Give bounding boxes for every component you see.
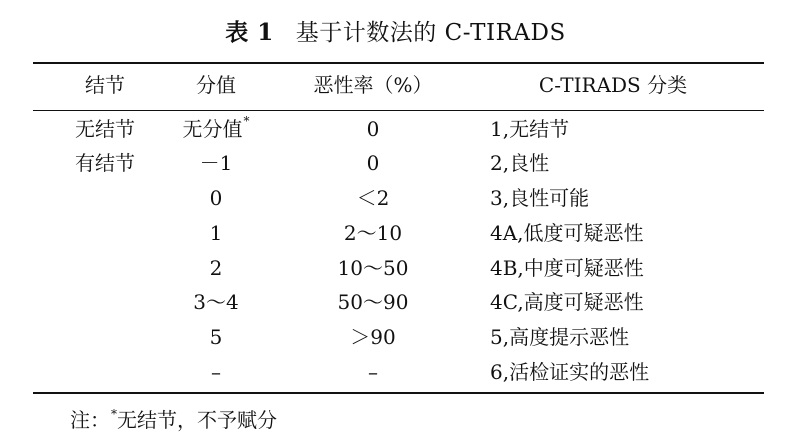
- cell-score: –: [211, 360, 221, 384]
- table-caption: [0, 18, 791, 48]
- cell-category: 4A,低度可疑恶性: [490, 221, 644, 245]
- footnote-prefix: 注：: [70, 408, 110, 432]
- table-footnote: [70, 405, 277, 435]
- table-row: [0, 181, 791, 215]
- cell-score: 3～4: [193, 290, 239, 314]
- cell-malignancy: 0: [366, 151, 380, 175]
- cell-score: －1: [199, 151, 233, 175]
- bottom-rule: [33, 392, 764, 394]
- cell-nodule: 有结节: [75, 151, 135, 175]
- cell-score: 0: [209, 186, 223, 210]
- score-value: 无分值: [182, 117, 243, 141]
- cell-malignancy: 50～90: [337, 290, 409, 314]
- cell-category: 6,活检证实的恶性: [490, 360, 650, 384]
- footnote-text: 无结节，不予赋分: [117, 408, 277, 432]
- footnote-mark: *: [111, 407, 117, 421]
- table-row: [0, 285, 791, 319]
- header-nodule: 结节: [85, 73, 125, 97]
- cell-malignancy: ＞90: [350, 325, 396, 349]
- header-score: 分值: [196, 73, 236, 97]
- footnote-mark: *: [243, 114, 250, 128]
- table-row: [0, 320, 791, 354]
- header-category: C-TIRADS 分类: [538, 73, 688, 97]
- cell-score: 1: [209, 221, 223, 245]
- table-row: [0, 146, 791, 180]
- cell-malignancy: 0: [366, 117, 380, 141]
- table-row: [0, 251, 791, 285]
- table-header-row: [0, 68, 791, 102]
- cell-nodule: 无结节: [75, 117, 135, 141]
- top-rule: [33, 62, 764, 64]
- cell-category: 4C,高度可疑恶性: [490, 290, 644, 314]
- table-row: [0, 355, 791, 389]
- cell-category: 1,无结节: [490, 117, 570, 141]
- cell-category: 5,高度提示恶性: [490, 325, 630, 349]
- header-malignancy-rate: 恶性率（%）: [313, 73, 433, 97]
- table-row: [0, 112, 791, 146]
- header-rule: [33, 110, 764, 111]
- table-number: 表 1: [225, 19, 274, 46]
- cell-category: 4B,中度可疑恶性: [490, 256, 644, 280]
- cell-category: 2,良性: [490, 151, 550, 175]
- cell-malignancy: 2～10: [343, 221, 403, 245]
- cell-malignancy: –: [368, 360, 378, 384]
- cell-malignancy: ＜2: [356, 186, 390, 210]
- table-title: 基于计数法的 C-TIRADS: [295, 20, 566, 46]
- cell-score: [156, 112, 276, 146]
- cell-score: 2: [209, 256, 223, 280]
- cell-category: 3,良性可能: [490, 186, 590, 210]
- table-row: [0, 216, 791, 250]
- cell-malignancy: 10～50: [337, 256, 409, 280]
- cell-score: 5: [209, 325, 223, 349]
